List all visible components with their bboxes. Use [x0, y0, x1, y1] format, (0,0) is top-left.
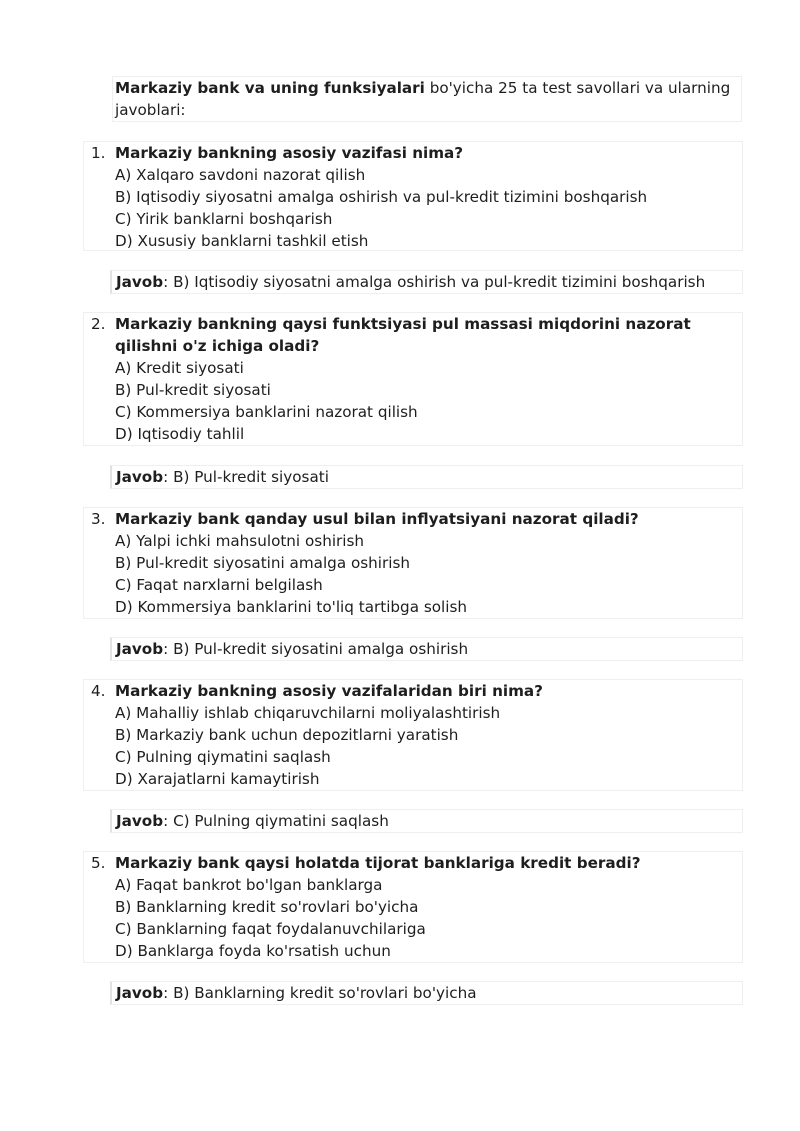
question-3 [83, 507, 743, 619]
option-a: A) Yalpi ichki mahsulotni oshirish [115, 532, 365, 550]
option-b: B) Pul-kredit siyosatini amalga oshirish [115, 554, 411, 572]
question-text: Markaziy bankning qaysi funktsiyasi pul massasi miqdorini nazorat qilishni o'z ichiga oladi? [115, 315, 691, 355]
answer-label: Javob [116, 640, 164, 658]
answer-label: Javob [116, 273, 164, 291]
question-number: 3. [91, 510, 106, 528]
question-number: 2. [91, 315, 106, 333]
question-text: Markaziy bankning asosiy vazifasi nima? [115, 144, 464, 162]
answer-3: Javob: B) Pul-kredit siyosatini amalga oshirish [110, 637, 743, 661]
answer-text: C) Pulning qiymatini saqlash [173, 812, 389, 830]
option-c: C) Yirik banklarni boshqarish [115, 210, 333, 228]
option-b: B) Banklarning kredit so'rovlari bo'yicha [115, 898, 419, 916]
option-c: C) Faqat narxlarni belgilash [115, 576, 323, 594]
question-4 [83, 679, 743, 791]
option-c: C) Banklarning faqat foydalanuvchilariga [115, 920, 426, 938]
intro-title: Markaziy bank va uning funksiyalari [115, 79, 425, 97]
question-number: 1. [91, 144, 106, 162]
option-c: C) Kommersiya banklarini nazorat qilish [115, 403, 418, 421]
question-text: Markaziy bank qaysi holatda tijorat banklariga kredit beradi? [115, 854, 641, 872]
option-a: A) Xalqaro savdoni nazorat qilish [115, 166, 366, 184]
question-text: Markaziy bank qanday usul bilan inflyatsiyani nazorat qiladi? [115, 510, 639, 528]
question-text: Markaziy bankning asosiy vazifalaridan biri nima? [115, 682, 543, 700]
answer-text: B) Pul-kredit siyosati [173, 468, 329, 486]
intro-paragraph [112, 76, 742, 122]
answer-5: Javob: B) Banklarning kredit so'rovlari bo'yicha [110, 981, 743, 1005]
option-a: A) Faqat bankrot bo'lgan banklarga [115, 876, 383, 894]
answer-text: B) Iqtisodiy siyosatni amalga oshirish va pul-kredit tizimini boshqarish [173, 273, 706, 291]
option-b: B) Pul-kredit siyosati [115, 381, 271, 399]
option-a: A) Mahalliy ishlab chiqaruvchilarni moliyalashtirish [115, 704, 501, 722]
intro-text: bo'yicha 25 ta test savollari va ularning javoblari: [115, 79, 731, 119]
question-2 [83, 312, 743, 446]
answer-text: B) Pul-kredit siyosatini amalga oshirish [173, 640, 469, 658]
question-5 [83, 851, 743, 963]
answer-label: Javob [116, 984, 164, 1002]
answer-1: Javob: B) Iqtisodiy siyosatni amalga oshirish va pul-kredit tizimini boshqarish [110, 270, 743, 294]
answer-4: Javob: C) Pulning qiymatini saqlash [110, 809, 743, 833]
question-1 [83, 141, 743, 251]
answer-text: B) Banklarning kredit so'rovlari bo'yicha [173, 984, 477, 1002]
option-d: D) Iqtisodiy tahlil [115, 425, 245, 443]
option-b: B) Markaziy bank uchun depozitlarni yaratish [115, 726, 459, 744]
option-c: C) Pulning qiymatini saqlash [115, 748, 331, 766]
option-a: A) Kredit siyosati [115, 359, 244, 377]
option-b: B) Iqtisodiy siyosatni amalga oshirish va pul-kredit tizimini boshqarish [115, 188, 648, 206]
option-d: D) Banklarga foyda ko'rsatish uchun [115, 942, 391, 960]
question-number: 5. [91, 854, 106, 872]
answer-label: Javob [116, 468, 164, 486]
question-number: 4. [91, 682, 106, 700]
option-d: D) Xarajatlarni kamaytirish [115, 770, 320, 788]
answer-label: Javob [116, 812, 164, 830]
answer-2: Javob: B) Pul-kredit siyosati [110, 465, 743, 489]
option-d: D) Kommersiya banklarini to'liq tartibga solish [115, 598, 468, 616]
option-d: D) Xususiy banklarni tashkil etish [115, 232, 369, 250]
